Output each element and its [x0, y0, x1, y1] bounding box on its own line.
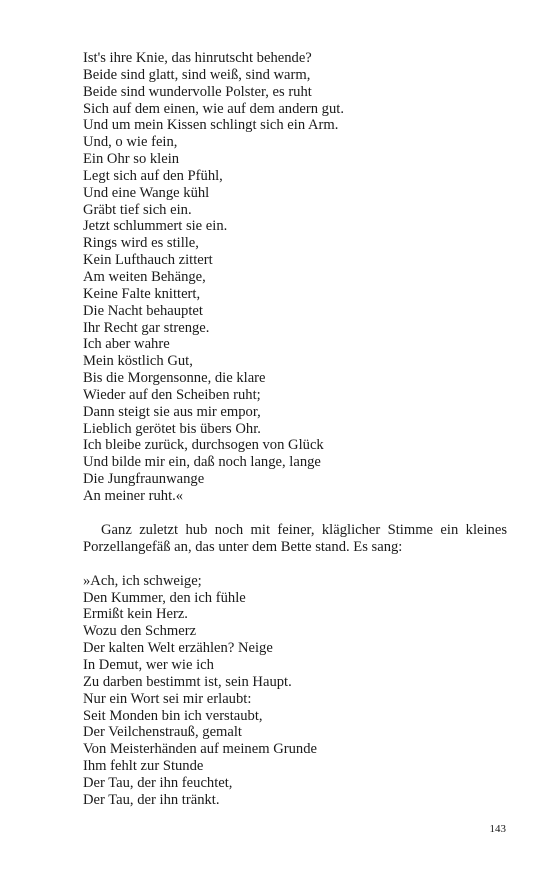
verse-line: Der Veilchenstrauß, gemalt [83, 724, 242, 741]
verse-line: Ich bleibe zurück, durchsogen von Glück [83, 437, 324, 454]
verse-line: Gräbt tief sich ein. [83, 201, 192, 218]
verse-line: Ist's ihre Knie, das hinrutscht behende? [83, 50, 312, 66]
verse-line: Rings wird es stille, [83, 235, 199, 252]
prose-paragraph: Ganz zuletzt hub noch mit feiner, kläglicher Stimme ein kleines Porzellangefäß an, das unter dem Bette stand. Es sang: [83, 521, 507, 555]
verse-line: Und, o wie fein, [83, 134, 178, 151]
verse-line: Seit Monden bin ich verstaubt, [83, 707, 263, 724]
verse-line: »Ach, ich schweige; [83, 572, 202, 589]
verse-line: Legt sich auf den Pfühl, [83, 167, 223, 184]
verse-line: Ein Ohr so klein [83, 151, 180, 168]
verse-line: Sich auf dem einen, wie auf dem andern gut. [83, 100, 344, 117]
verse-line: Kein Lufthauch zittert [83, 252, 213, 269]
verse-line: Und um mein Kissen schlingt sich ein Arm. [83, 117, 339, 134]
verse-line: In Demut, wer wie ich [83, 657, 214, 673]
verse-line: Die Jungfraunwange [83, 471, 205, 488]
verse-line: Der Tau, der ihn feuchtet, [83, 774, 233, 791]
verse-line: Zu darben bestimmt ist, sein Haupt. [83, 673, 292, 690]
verse-line: Wieder auf den Scheiben ruht; [83, 386, 261, 403]
page-number: 143 [489, 823, 506, 835]
verse-line: Und bilde mir ein, daß noch lange, lange [83, 454, 321, 471]
verse-line: Ermißt kein Herz. [83, 606, 188, 623]
verse-line: Ihr Recht gar strenge. [83, 319, 210, 336]
verse-line: Der Tau, der ihn tränkt. [83, 791, 220, 808]
poem-stanza-1 [83, 50, 507, 505]
verse-line: Keine Falte knittert, [83, 285, 201, 302]
verse-line: Wozu den Schmerz [83, 623, 197, 640]
verse-line: Am weiten Behänge, [83, 268, 206, 285]
verse-line: Dann steigt sie aus mir empor, [83, 403, 261, 420]
verse-line: Beide sind wundervolle Polster, es ruht [83, 83, 312, 100]
verse-line: Von Meisterhänden auf meinem Grunde [83, 741, 317, 758]
verse-line: An meiner ruht.« [83, 487, 184, 504]
verse-line: Mein köstlich Gut, [83, 353, 193, 370]
verse-line: Und eine Wange kühl [83, 184, 210, 201]
verse-line: Der kalten Welt erzählen? Neige [83, 640, 273, 657]
verse-line: Beide sind glatt, sind weiß, sind warm, [83, 66, 311, 83]
page-body [83, 50, 507, 809]
verse-line: Ich aber wahre [83, 336, 170, 353]
verse-line: Nur ein Wort sei mir erlaubt: [83, 690, 252, 707]
poem-stanza-2 [83, 573, 507, 809]
verse-line: Die Nacht behauptet [83, 302, 203, 319]
verse-line: Bis die Morgensonne, die klare [83, 370, 266, 387]
verse-line: Ihm fehlt zur Stunde [83, 758, 204, 775]
verse-line: Jetzt schlummert sie ein. [83, 218, 228, 235]
verse-line: Lieblich gerötet bis übers Ohr. [83, 420, 261, 437]
verse-line: Den Kummer, den ich fühle [83, 589, 246, 606]
